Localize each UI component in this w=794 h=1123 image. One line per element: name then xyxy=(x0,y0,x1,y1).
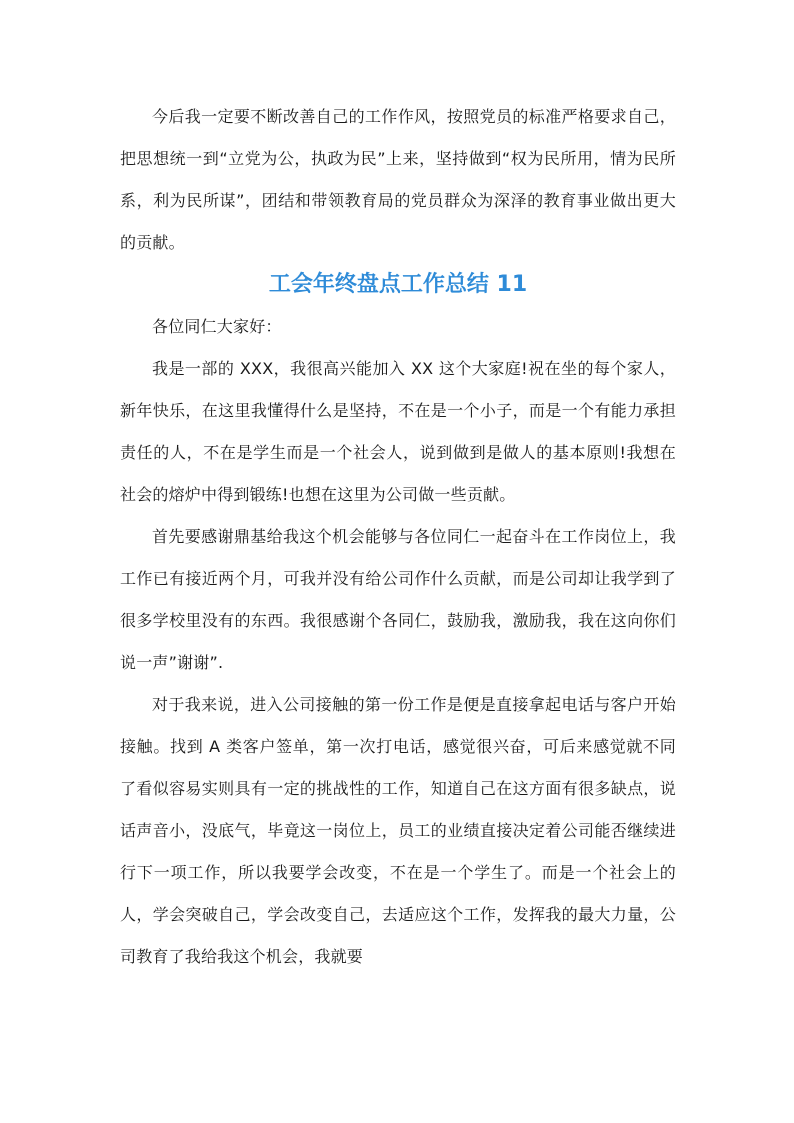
paragraph-experience: 对于我来说，进入公司接触的第一份工作是便是直接拿起电话与客户开始接触。找到 A 类客户签单，第一次打电话，感觉很兴奋，可后来感觉就不同了看似容易实则具有一定的挑战性的工作，知道自己在这方面有很多缺点，说话声音小，没底气，毕竟这一岗位上，员工的业绩直接决定着公司能否继续进行下一项工作，所以我要学会改变，不在是一个学生了。而是一个社会上的人，学会突破自己，学会改变自己，去适应这个工作，发挥我的最大力量，公司教育了我给我这个机会，我就要 xyxy=(120,695,676,966)
section-title: 工会年终盘点工作总结 11 xyxy=(268,272,528,297)
paragraph-thanks: 首先要感谢鼎基给我这个机会能够与各位同仁一起奋斗在工作岗位上，我工作已有接近两个月，可我并没有给公司作什么贡献，而是公司却让我学到了很多学校里没有的东西。我很感谢个各同仁，鼓励我，激励我，我在这向你们说一声”谢谢”. xyxy=(120,527,676,672)
greeting: 各位同仁大家好： xyxy=(152,317,282,336)
paragraph-closing: 今后我一定要不断改善自己的工作作风，按照党员的标准严格要求自己，把思想统一到“立党为公，执政为民”上来，坚持做到“权为民所用，情为民所系，利为民所谋”，团结和带领教育局的党员群众为深泽的教育事业做出更大的贡献。 xyxy=(120,107,676,252)
document-page xyxy=(120,96,676,978)
paragraph-intro: 我是一部的 XXX，我很高兴能加入 XX 这个大家庭!祝在坐的每个家人，新年快乐，在这里我懂得什么是坚持，不在是一个小子，而是一个有能力承担责任的人，不在是学生而是一个社会人，说到做到是做人的基本原则!我想在社会的熔炉中得到锻练!也想在这里为公司做一些贡献。 xyxy=(120,359,676,504)
